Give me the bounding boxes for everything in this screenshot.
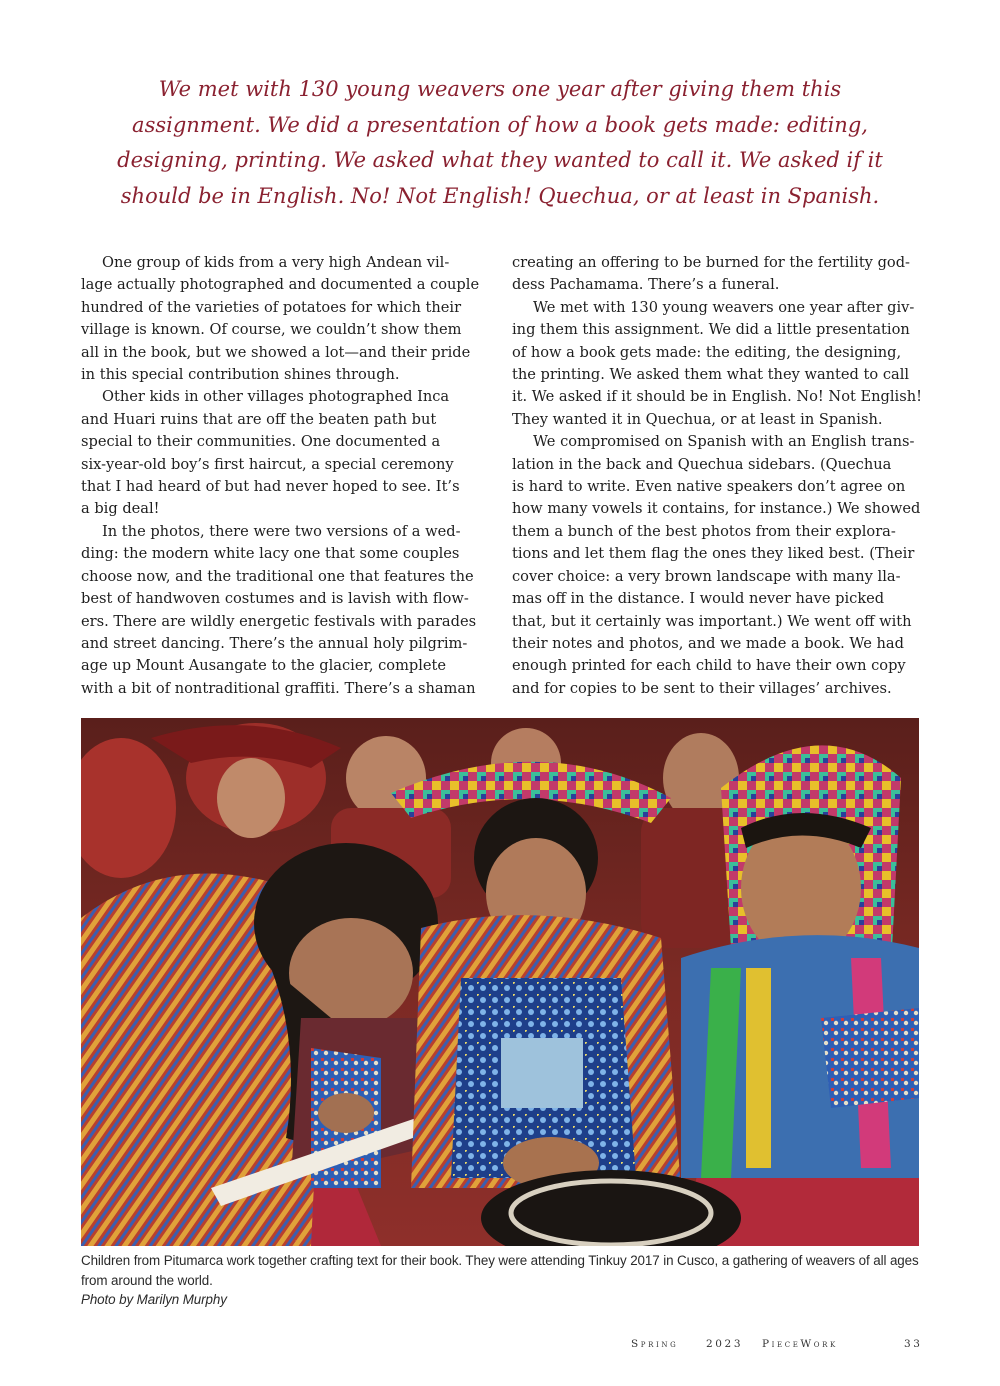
footer-season: Spring (631, 1338, 679, 1350)
body-line: the printing. We asked them what they wanted to call (512, 366, 910, 384)
body-line: Other kids in other villages photographed Inca (102, 388, 450, 406)
body-line: cover choice: a very brown landscape with many lla- (512, 567, 901, 585)
photo-caption (81, 1251, 919, 1310)
body-line: One group of kids from a very high Andean vil- (102, 254, 450, 271)
footer-year: 2023 (706, 1338, 744, 1350)
body-line: a big deal! (81, 500, 160, 518)
body-line: it. We asked if it should be in English. No! Not English! (512, 388, 922, 406)
pull-quote-line: assignment. We did a presentation of how a book gets made: editing, (132, 112, 868, 137)
body-line: of how a book gets made: the editing, the designing, (512, 343, 902, 361)
body-line: and street dancing. There’s the annual holy pilgrim- (81, 634, 468, 652)
body-line: In the photos, there were two versions of a wed- (102, 522, 461, 540)
body-line: in this special contribution shines through. (81, 366, 400, 384)
body-line: mas off in the distance. I would never have picked (512, 590, 885, 608)
body-line: all in the book, but we showed a lot—and their pride (81, 343, 471, 361)
body-line: how many vowels it contains, for instance.) We showed (512, 500, 921, 518)
body-line: best of handwoven costumes and is lavish with flow- (81, 590, 469, 608)
body-column-left (81, 252, 491, 700)
body-line: dess Pachamama. There’s a funeral. (512, 276, 780, 294)
weavers-photo (81, 718, 919, 1246)
body-line: and Huari ruins that are off the beaten path but (81, 410, 437, 428)
body-line: their notes and photos, and we made a book. We had (512, 634, 904, 652)
body-line: ding: the modern white lacy one that some couples (81, 545, 460, 563)
pull-quote (100, 72, 900, 214)
footer-magazine: PieceWork (762, 1338, 838, 1350)
pull-quote-line: should be in English. No! Not English! Quechua, or at least in Spanish. (120, 183, 880, 208)
body-line: We compromised on Spanish with an English trans- (533, 433, 915, 451)
body-line: choose now, and the traditional one that features the (81, 567, 474, 585)
body-line: tions and let them flag the ones they liked best. (Their (512, 545, 915, 563)
body-line: We met with 130 young weavers one year after giv- (533, 298, 915, 316)
body-line: that I had heard of but had never hoped to see. It’s (81, 478, 460, 496)
body-line: them a bunch of the best photos from their explora- (512, 522, 896, 540)
body-line: that, but it certainly was important.) We went off with (512, 612, 912, 630)
body-column-right (512, 252, 922, 700)
pull-quote-line: We met with 130 young weavers one year after giving them this (158, 77, 842, 101)
body-line: age up Mount Ausangate to the glacier, complete (81, 657, 447, 675)
pull-quote-line: designing, printing. We asked what they wanted to call it. We asked if it (117, 148, 883, 172)
body-line: village is known. Of course, we couldn’t show them (81, 321, 462, 339)
body-line: ing them this assignment. We did a little presentation (512, 321, 910, 339)
page-footer (600, 1338, 923, 1354)
body-line: hundred of the varieties of potatoes for which their (81, 298, 462, 316)
body-line: special to their communities. One documented a (81, 433, 441, 451)
body-line: is hard to write. Even native speakers don’t agree on (512, 478, 906, 496)
body-line: with a bit of nontraditional graffiti. There’s a shaman (81, 679, 476, 697)
body-line: six-year-old boy’s first haircut, a special ceremony (81, 455, 454, 473)
body-line: ers. There are wildly energetic festivals with parades (81, 612, 477, 630)
caption-line: Children from Pitumarca work together crafting text for their book. They were attending Tinkuy 2017 in Cusco, a gathering of weavers of all ages (81, 1253, 919, 1268)
photo-credit: Photo by Marilyn Murphy (81, 1292, 227, 1307)
body-line: enough printed for each child to have their own copy (512, 657, 906, 675)
caption-line: from around the world. (81, 1272, 213, 1288)
page-number: 33 (904, 1338, 923, 1350)
body-line: and for copies to be sent to their villages’ archives. (512, 679, 892, 697)
body-line: lation in the back and Quechua sidebars. (Quechua (512, 455, 892, 473)
body-line: lage actually photographed and documented a couple (81, 276, 480, 294)
body-line: They wanted it in Quechua, or at least in Spanish. (512, 410, 883, 428)
body-line: creating an offering to be burned for the fertility god- (512, 254, 910, 271)
